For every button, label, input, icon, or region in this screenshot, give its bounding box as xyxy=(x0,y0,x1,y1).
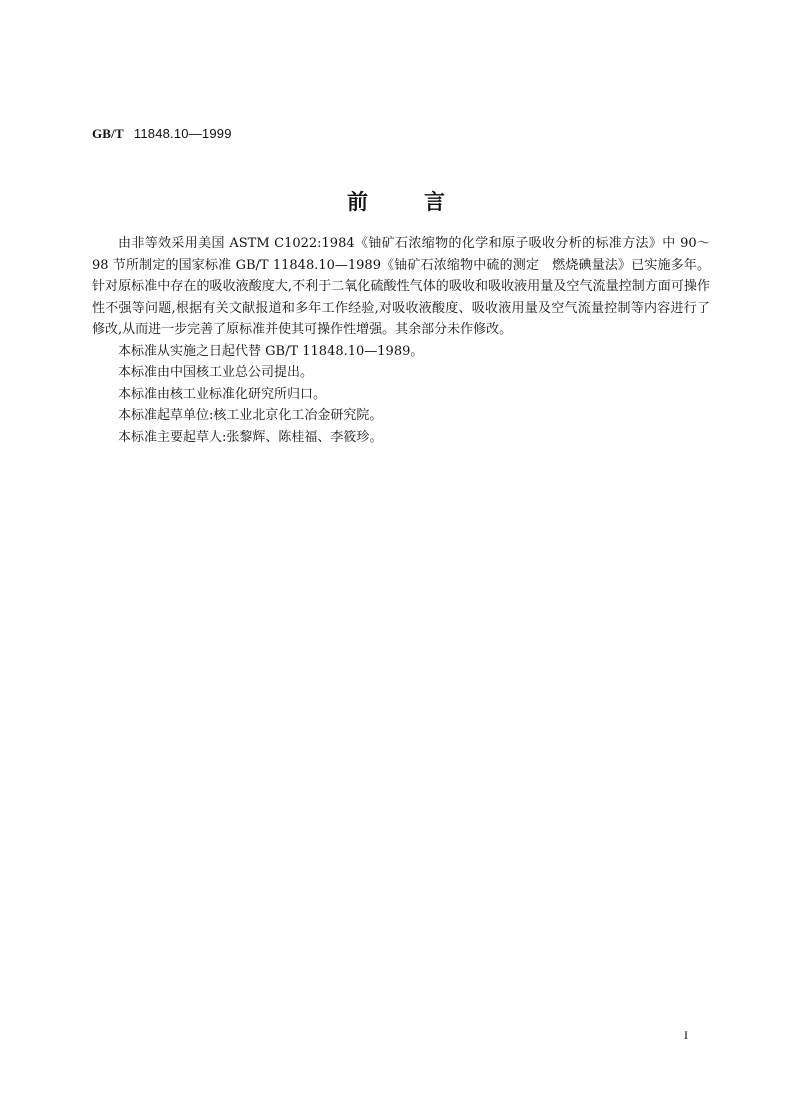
paragraph-replaces: 本标准从实施之日起代替 GB/T 11848.10—1989。 xyxy=(118,343,424,359)
standard-number: 11848.10—1999 xyxy=(133,126,232,141)
standard-code: GB/T xyxy=(92,126,124,141)
document-header xyxy=(92,126,232,142)
paragraph-proposed-by: 本标准由中国核工业总公司提出。 xyxy=(118,365,314,380)
paragraph-drafters: 本标准主要起草人:张黎辉、陈桂福、李筱珍。 xyxy=(118,429,383,445)
page-number: I xyxy=(684,1028,688,1042)
paragraph-managed-by: 本标准由核工业标准化研究所归口。 xyxy=(118,386,327,402)
page-title: 前言 xyxy=(347,189,501,214)
paragraph-main: 由非等效采用美国 ASTM C1022:1984《铀矿石浓缩物的化学和原子吸收分析的标准方法》中 90～98 节所制定的国家标准 GB/T 11848.10—1989《铀矿石浓缩物中硫的测定 燃烧碘量法》已实施多年。针对原标准中存在的吸收液酸度大,不利于二氧化硫酸性气体的吸收和吸收液用量及空气流量控制方面可操作性不强等问题,根据有关文献报道和多年工作经验,对吸收液酸度、吸收液用量及空气流量控制等内容进行了修改,从而进一步完善了原标准并使其可操作性增强。其余部分未作修改。 xyxy=(92,236,710,337)
foreword-body xyxy=(92,233,710,448)
paragraph-drafting-unit: 本标准起草单位:核工业北京化工冶金研究院。 xyxy=(118,408,383,423)
